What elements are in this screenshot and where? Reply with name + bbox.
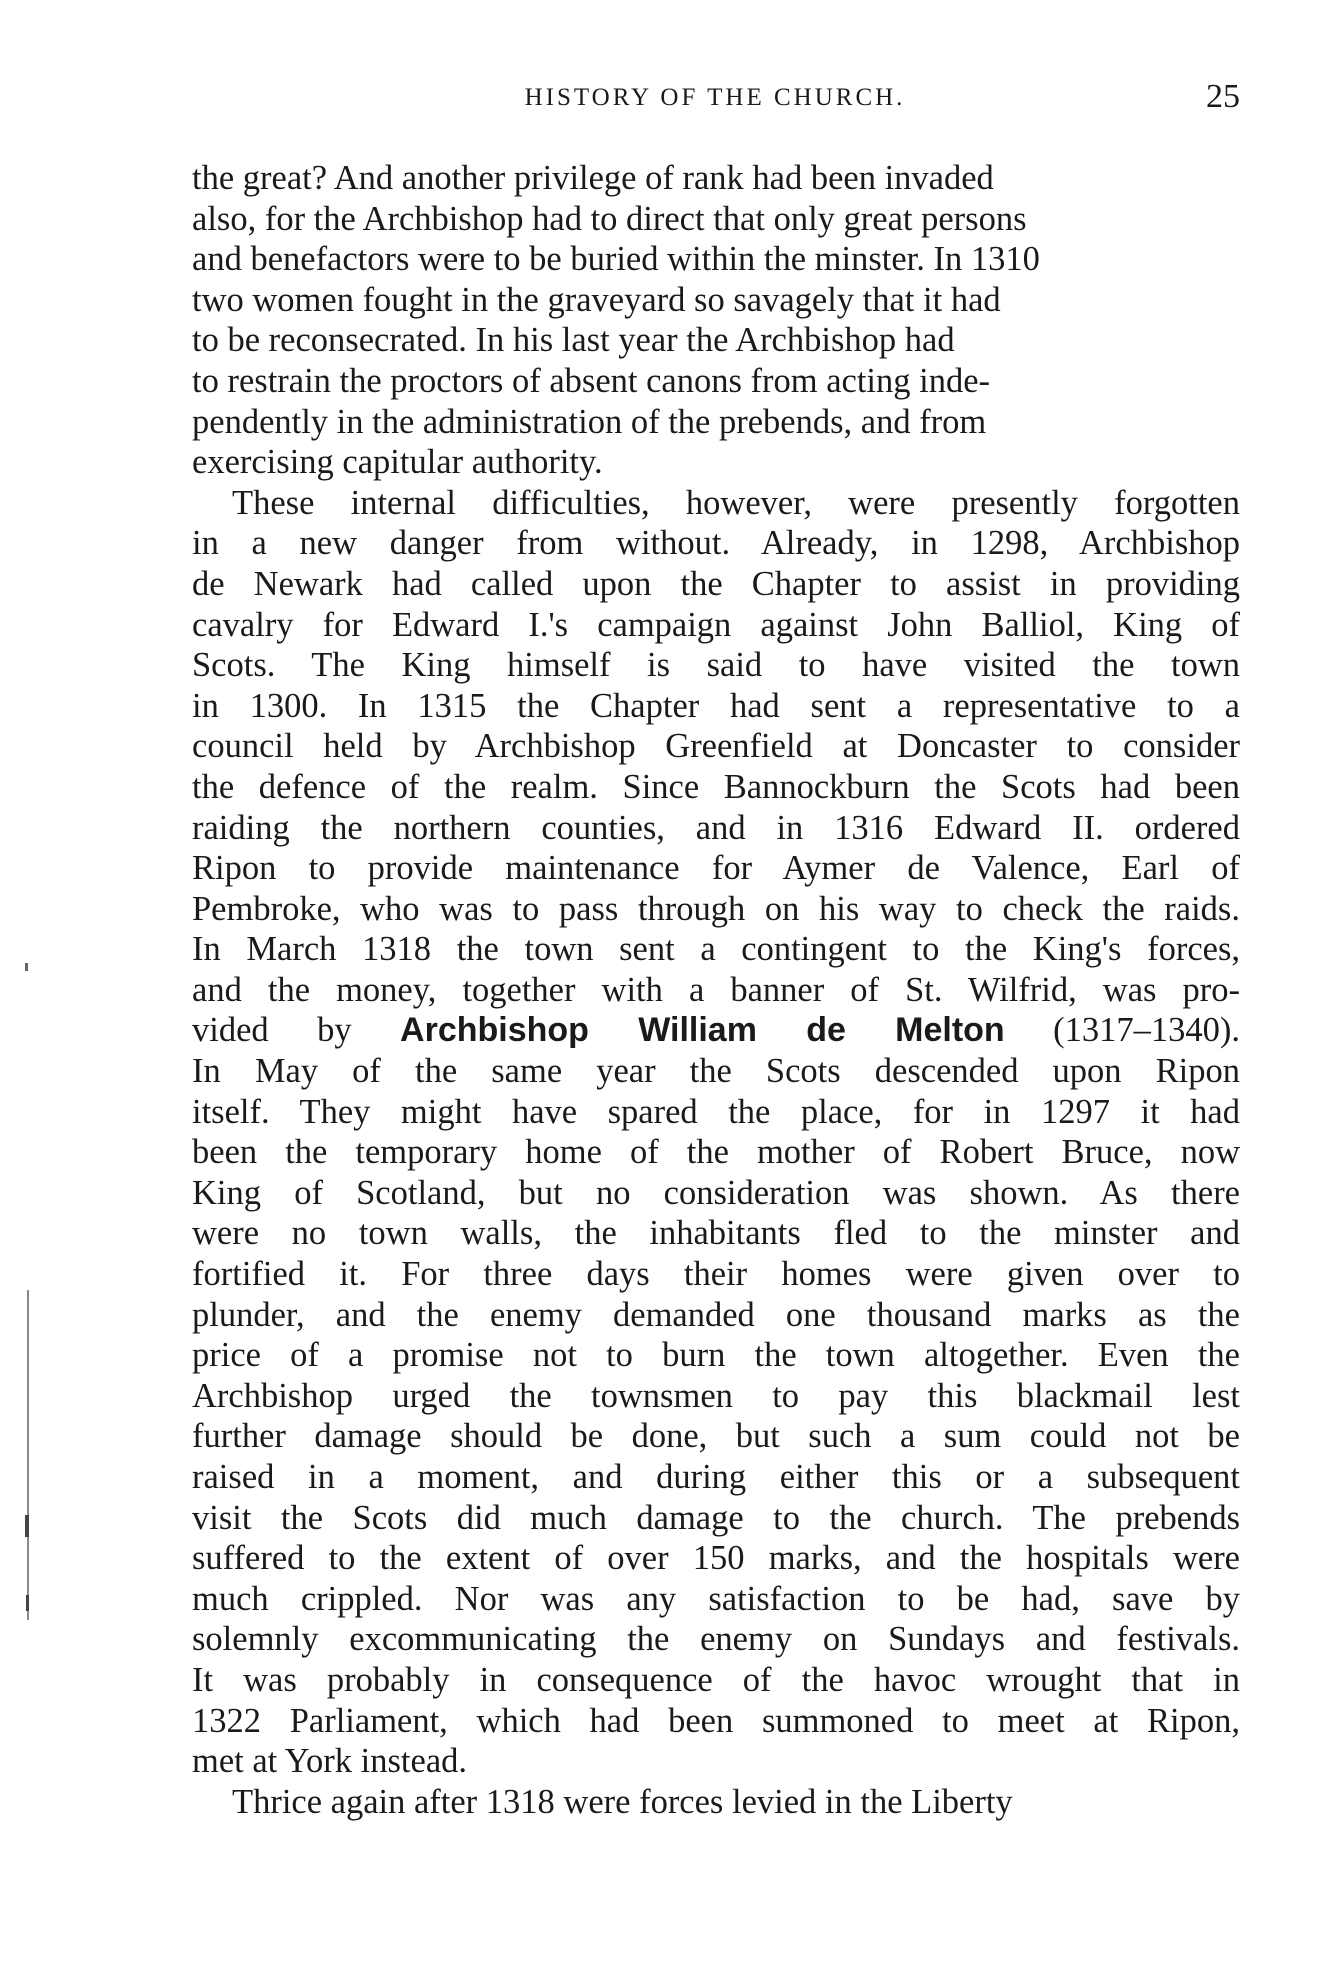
text-line: price of a promise not to burn the town altogether. Even the <box>192 1336 1240 1375</box>
text-line: Scots. The King himself is said to have visited the town <box>192 646 1240 685</box>
text-line: in 1300. In 1315 the Chapter had sent a representative to a <box>192 686 1240 725</box>
text-line: itself. They might have spared the place, for in 1297 it had <box>192 1092 1240 1131</box>
gutter-mark <box>27 1290 29 1620</box>
text-line: been the temporary home of the mother of Robert Bruce, now <box>192 1133 1240 1172</box>
text-line: In May of the same year the Scots descended upon Ripon <box>192 1052 1240 1091</box>
text-line: plunder, and the enemy demanded one thousand marks as the <box>192 1295 1240 1334</box>
text-line: the great? And another privilege of rank had been invaded <box>192 159 994 197</box>
text-line: to be reconsecrated. In his last year the Archbishop had <box>192 321 955 360</box>
text-line: were no town walls, the inhabitants fled to the minster and <box>192 1214 1240 1253</box>
name-line <box>192 1010 1240 1051</box>
text-line: further damage should be done, but such a sum could not be <box>192 1417 1240 1456</box>
text-line: visit the Scots did much damage to the church. The prebends <box>192 1498 1240 1537</box>
gutter-mark <box>25 963 28 971</box>
name-line-prefix: vided by <box>192 1011 401 1050</box>
text-line: It was probably in consequence of the havoc wrought that in <box>192 1660 1240 1699</box>
text-line: and benefactors were to be buried within the minster. In 1310 <box>192 240 1040 279</box>
text-line: de Newark had called upon the Chapter to assist in providing <box>192 564 1240 603</box>
text-line: the defence of the realm. Since Bannockburn the Scots had been <box>192 767 1240 806</box>
text-line: exercising capitular authority. <box>192 443 603 482</box>
text-line: two women fought in the graveyard so savagely that it had <box>192 280 1001 319</box>
text-line: also, for the Archbishop had to direct that only great persons <box>192 199 1027 238</box>
text-line: raised in a moment, and during either this or a subsequent <box>192 1458 1240 1496</box>
text-line: to restrain the proctors of absent canons from acting inde- <box>192 361 991 400</box>
text-line: Ripon to provide maintenance for Aymer de Valence, Earl of <box>192 849 1240 888</box>
text-line: 1322 Parliament, which had been summoned to meet at Ripon, <box>192 1701 1240 1740</box>
text-line: fortified it. For three days their homes were given over to <box>192 1255 1240 1294</box>
archbishop-name: Archbishop William de Melton <box>400 1011 1005 1050</box>
text-line: council held by Archbishop Greenfield at Doncaster to consider <box>192 727 1240 766</box>
page-number: 25 <box>1206 78 1240 115</box>
text-line: pendently in the administration of the prebends, and from <box>192 402 987 441</box>
paragraph-3 <box>192 1782 1240 1823</box>
text-line: raiding the northern counties, and in 1316 Edward II. ordered <box>192 808 1240 847</box>
text-line: cavalry for Edward I.'s campaign against John Balliol, King of <box>192 605 1240 644</box>
gutter-mark <box>26 1595 29 1611</box>
body-text <box>192 158 1240 1822</box>
text-line: met at York instead. <box>192 1742 468 1781</box>
text-line: and the money, together with a banner of St. Wilfrid, was pro- <box>192 970 1240 1009</box>
text-line: King of Scotland, but no consideration was shown. As there <box>192 1173 1240 1212</box>
text-line: In March 1318 the town sent a contingent to the King's forces, <box>192 930 1240 969</box>
name-line-suffix: (1317–1340). <box>1004 1011 1240 1050</box>
text-line: in a new danger from without. Already, in 1298, Archbishop <box>192 524 1240 563</box>
gutter-mark <box>25 1515 29 1537</box>
text-line: Archbishop urged the townsmen to pay this blackmail lest <box>192 1376 1240 1415</box>
text-line: These internal difficulties, however, were presently forgotten <box>232 483 1240 522</box>
text-line: Pembroke, who was to pass through on his way to check the raids. <box>192 889 1240 928</box>
text-line: solemnly excommunicating the enemy on Sundays and festivals. <box>192 1620 1240 1659</box>
running-title: HISTORY OF THE CHURCH. <box>524 84 906 111</box>
text-line: much crippled. Nor was any satisfaction to be had, save by <box>192 1579 1240 1618</box>
text-line: suffered to the extent of over 150 marks, and the hospitals were <box>192 1539 1240 1578</box>
text-line: Thrice again after 1318 were forces levied in the Liberty <box>232 1782 1013 1821</box>
paragraph-2 <box>192 483 1240 1782</box>
paragraph-1 <box>192 158 1240 483</box>
running-head <box>190 78 1240 118</box>
